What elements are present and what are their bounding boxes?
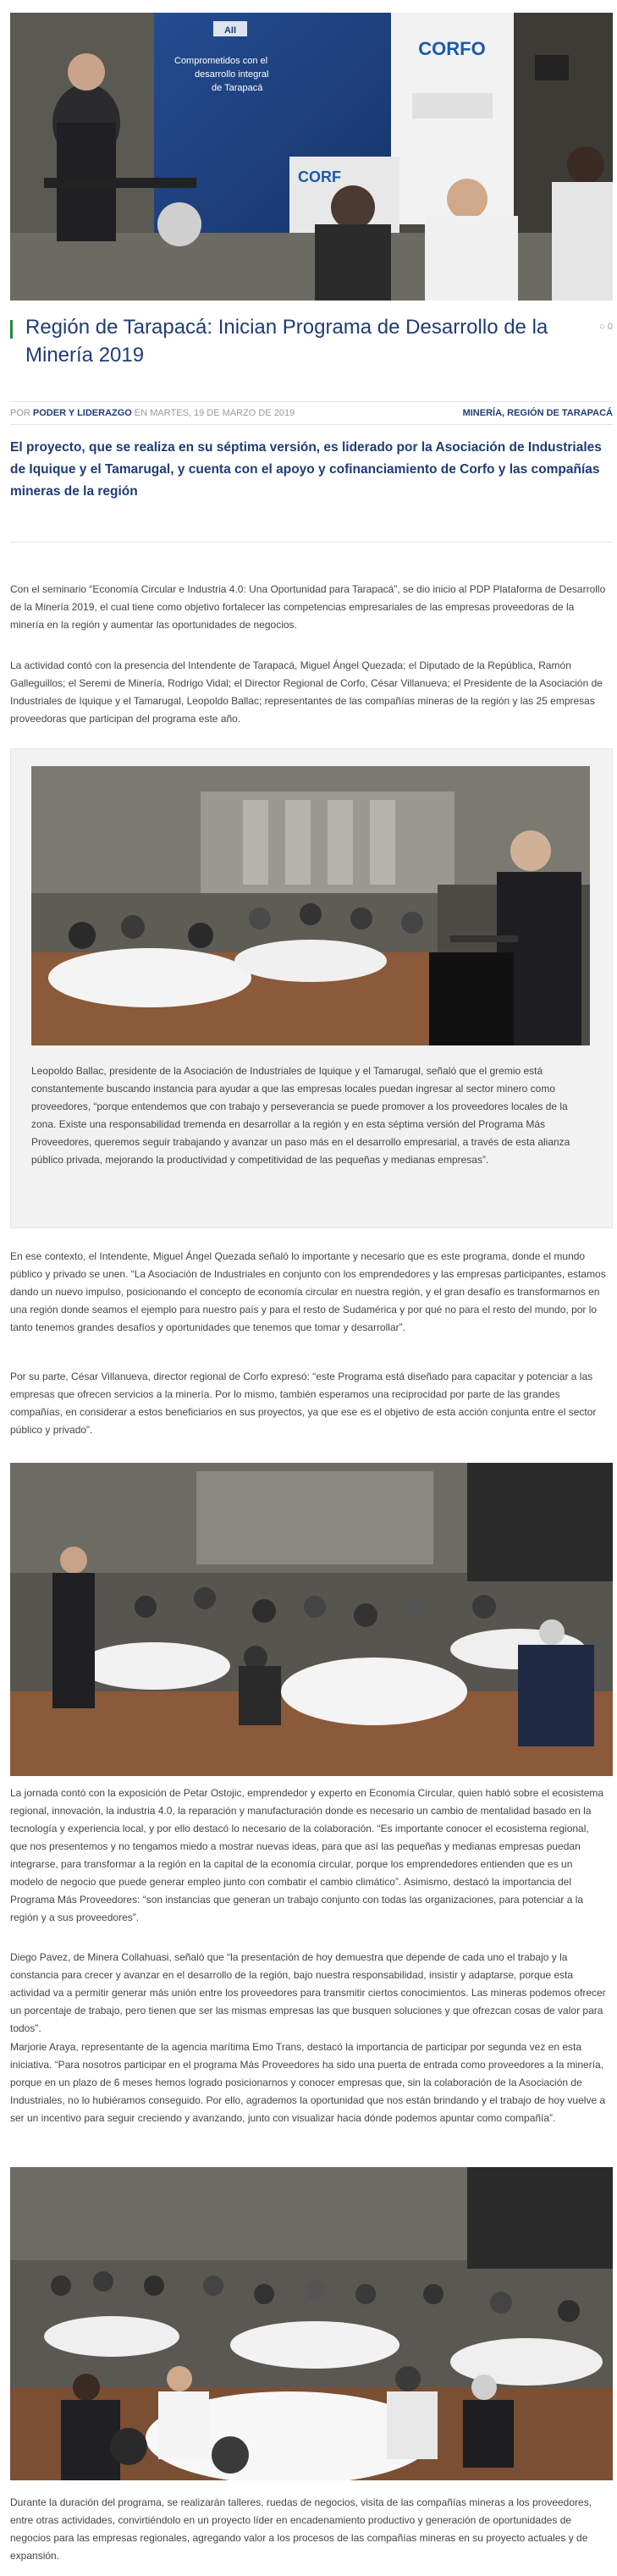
comments-count[interactable] — [599, 322, 613, 332]
paragraph-8: Durante la duración del programa, se realizarán talleres, ruedas de negocios, visita de las compañías mineras a los proveedores, entre otras actividades, convirtiéndolo en un proyecto líder en encadenamiento productivo y generación de oportunidades de negocios para las empresas regionales, agregando valor a los procesos de las compañías mineras en su proyecto actuales y de expansión. — [10, 2496, 592, 2562]
corfo-logo: CORFO — [418, 38, 486, 59]
speaker-photo — [31, 766, 590, 1045]
publish-date: MARTES, 19 DE MARZO DE 2019 — [150, 408, 295, 418]
banner-text-1: Comprometidos con el — [174, 56, 268, 66]
banner-text-2: desarrollo integral — [195, 69, 269, 80]
audience-photo-2 — [10, 2167, 613, 2480]
article-title: Región de Tarapacá: Inician Programa de Desarrollo de la Minería 2019 — [25, 316, 548, 367]
comment-icon: ○ — [599, 322, 605, 332]
category-links[interactable]: MINERÍA, REGIÓN DE TARAPACÁ — [462, 408, 613, 418]
paragraph-5: La jornada contó con la exposición de Petar Ostojic, emprendedor y experto en Economía Circular, quien habló sobre el ecosistema regional, innovación, la industria 4.0, la reparación y manufacturación donde es necesario un cambio de mentalidad basado en la tecnología y experiencia local, y por ello destacó lo necesario de la colaboración. “Es importante conocer el ecosistema regional, que nos presentemos y no tengamos miedo a mostrar nuevas ideas, para que así las pequeñas y medianas empresas puedan integrarse, para transformar a la región en la capital de la economía circular, porque los emprendedores entienden que es un modelo de negocio que puede generar empleo junto con combatir el cambio climático”. Asimismo, destacó la importancia del Programa Más Proveedores: “son instancias que generan un trabajo conjunto con todas las organizaciones, para potenciar a la región y a sus proveedores”. — [10, 1787, 604, 1923]
podium-logo: CORF — [298, 168, 341, 185]
paragraph-7: Marjorie Araya, representante de la agencia marítima Emo Trans, destacó la importancia de participar por segunda vez en esta iniciativa. “Para nosotros participar en el programa Más Proveedores ha sido una puerta de entrada como proveedores a la minería, porque en un plazo de 6 meses hemos logrado posicionarnos y conocer empresas que, sin la colaboración de la Asociación de Industriales, no lo hubiéramos conseguido. Por ello, agrademos la oportunidad que nos están brindando y el trabajo de hoy vuelve a ser un incentivo para seguir creciendo y avanzando, junto con visualizar hacia dónde podemos apuntar como compañía”. — [10, 2041, 606, 2124]
banner-text-3: de Tarapacá — [212, 83, 263, 93]
hero-photo — [10, 13, 613, 301]
comments-number: 0 — [607, 322, 613, 332]
paragraph-4: Por su parte, César Villanueva, director regional de Corfo expresó: “este Programa está diseñado para capacitar y potenciar a las empresas que ofrecen servicios a la minería. Por lo mismo, también esperamos una reciprocidad por parte de las grandes compañías, en considerar a estos beneficiarios en sus proyectos, ya que ese es el objetivo de esta acción conjunta entre el sector público y privado”. — [10, 1371, 597, 1436]
meta-on: EN — [134, 408, 148, 418]
paragraph-1: Con el seminario “Economía Circular e Industria 4.0: Una Oportunidad para Tarapacá”, se dio inicio al PDP Plataforma de Desarrollo de la Minería 2019, el cual tiene como objetivo fortalecer las competencias empresariales de las empresas proveedoras de la minería en la región y aumentar las oportunidades de negocios. — [10, 583, 606, 631]
article-lead: El proyecto, que se realiza en su séptima versión, es liderado por la Asociación de Industriales de Iquique y el Tamarugal, y cuenta con el apoyo y cofinanciamiento de Corfo y las compañías mineras de la región — [10, 440, 602, 499]
audience-photo-1 — [10, 1463, 613, 1776]
article-header — [10, 313, 613, 369]
paragraph-3: En ese contexto, el Intendente, Miguel Ángel Quezada señaló lo importante y necesario que es este programa, donde el mundo público y privado se unen. “La Asociación de Industriales en conjunto con los emprendedores y las empresas participantes, estamos dando un nuevo impulso, posicionando el concepto de economía circular en nuestra región, y el gran desafío es transformarnos en una región donde seamos el ejemplo para nuestro país y para el resto de Sudamérica y por qué no para el resto del mundo, por lo tanto tenemos grandes desafíos y oportunidades que tenemos que tomar y desarrollar”. — [10, 1250, 606, 1333]
meta-by: POR — [10, 408, 30, 418]
title-accent-bar — [10, 320, 13, 339]
caption-box — [10, 748, 613, 1228]
divider — [10, 542, 613, 543]
paragraph-6: Diego Pavez, de Minera Collahuasi, señaló que “la presentación de hoy demuestra que depende de cada uno el trabajo y la constancia para crecer y avanzar en el desarrollo de la región, bajo nuestra responsabilidad, insistir y adaptarse, porque esta actividad va a permitir generar más unión entre los proveedores para transmitir ciertos conocimientos. Las mineras podemos ofrecer un porcentaje de trabajo, pero tienen que ser las mismas empresas las que busquen soluciones y que ofrezcan cosas de valor para todos”. — [10, 1951, 606, 2034]
article-meta — [10, 401, 613, 425]
paragraph-2: La actividad contó con la presencia del Intendente de Tarapacá, Miguel Ángel Quezada; el Diputado de la República, Ramón Galleguillos; el Seremi de Minería, Rodrigo Vidal; el Director Regional de Corfo, César Villanueva; el Presidente de la Asociación de Industriales de Iquique y el Tamarugal, Leopoldo Ballac; representantes de las compañías mineras de la región y las 25 empresas proveedoras que participan del programa este año. — [10, 659, 603, 725]
author-link[interactable]: PODER Y LIDERAZGO — [32, 408, 132, 418]
svg-text:AII: AII — [223, 25, 237, 36]
photo-caption: Leopoldo Ballac, presidente de la Asociación de Industriales de Iquique y el Tamarugal, señaló que el gremio está constantemente buscando instancia para ayudar a que las empresas locales puedan ingresar al sector minero como proveedores, “porque entendemos que con trabajo y perseverancia se puede promover a los proveedores locales de la zona. Existe una responsabilidad tremenda en desarrollar a la región y en esta séptima versión del Programa Más Proveedores, queremos seguir trabajando y avanzar un paso más en el desarrollo empresarial, a través de esta alianza público privada, mejorando la productividad y competitividad de las pequeñas y medianas empresas”. — [31, 1065, 570, 1166]
